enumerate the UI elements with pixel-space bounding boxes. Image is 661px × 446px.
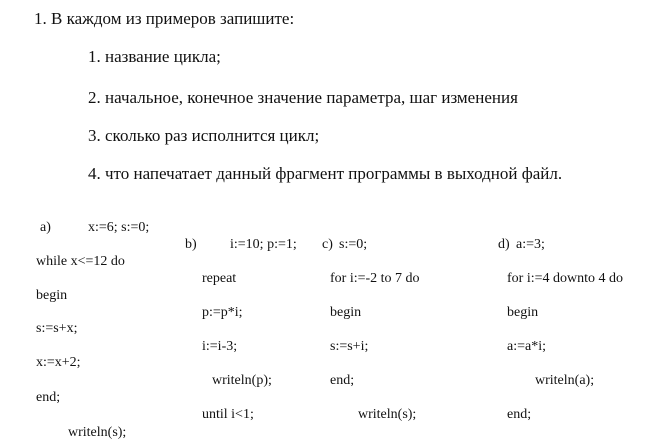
task-item-1: 1. название цикла; (88, 47, 221, 66)
example-c-line-3: begin (330, 305, 362, 320)
example-c-line-5: end; (330, 373, 355, 388)
example-c-line-1: s:=0; (339, 237, 368, 252)
example-a-line-1: x:=6; s:=0; (88, 220, 150, 235)
example-b-label: b) (185, 237, 197, 252)
example-b-line-4: i:=i-3; (202, 339, 238, 354)
example-d-label: d) (498, 237, 510, 252)
example-d-line-5: writeln(a); (535, 373, 595, 388)
example-d-line-1: a:=3; (516, 237, 545, 252)
example-b-line-5: writeln(p); (212, 373, 272, 388)
example-b-line-3: p:=p*i; (202, 305, 243, 320)
example-a-label: a) (40, 220, 51, 235)
task-item-4: 4. что напечатает данный фрагмент программы в выходной файл. (88, 164, 563, 183)
example-b-line-6: until i<1; (202, 407, 254, 422)
task-item-2: 2. начальное, конечное значение параметра, шаг изменения (88, 88, 518, 107)
example-d-line-3: begin (507, 305, 539, 320)
example-c-label: c) (322, 237, 333, 252)
example-a-line-6: end; (36, 390, 61, 405)
example-a-line-7: writeln(s); (68, 425, 127, 440)
example-a-line-4: s:=s+x; (36, 321, 78, 336)
example-d-line-4: a:=a*i; (507, 339, 546, 354)
example-c-line-2: for i:=-2 to 7 do (330, 271, 420, 286)
task-heading: 1. В каждом из примеров запишите: (34, 9, 295, 28)
example-c-line-4: s:=s+i; (330, 339, 369, 354)
example-a-line-3: begin (36, 288, 68, 303)
example-b-line-1: i:=10; p:=1; (230, 237, 297, 252)
example-c-line-6: writeln(s); (358, 407, 417, 422)
example-d-line-2: for i:=4 downto 4 do (507, 271, 623, 286)
example-a-line-2: while x<=12 do (36, 254, 125, 269)
task-item-3: 3. сколько раз исполнится цикл; (88, 126, 320, 145)
example-b-line-2: repeat (202, 271, 237, 286)
example-d-line-6: end; (507, 407, 532, 422)
example-a-line-5: x:=x+2; (36, 355, 81, 370)
